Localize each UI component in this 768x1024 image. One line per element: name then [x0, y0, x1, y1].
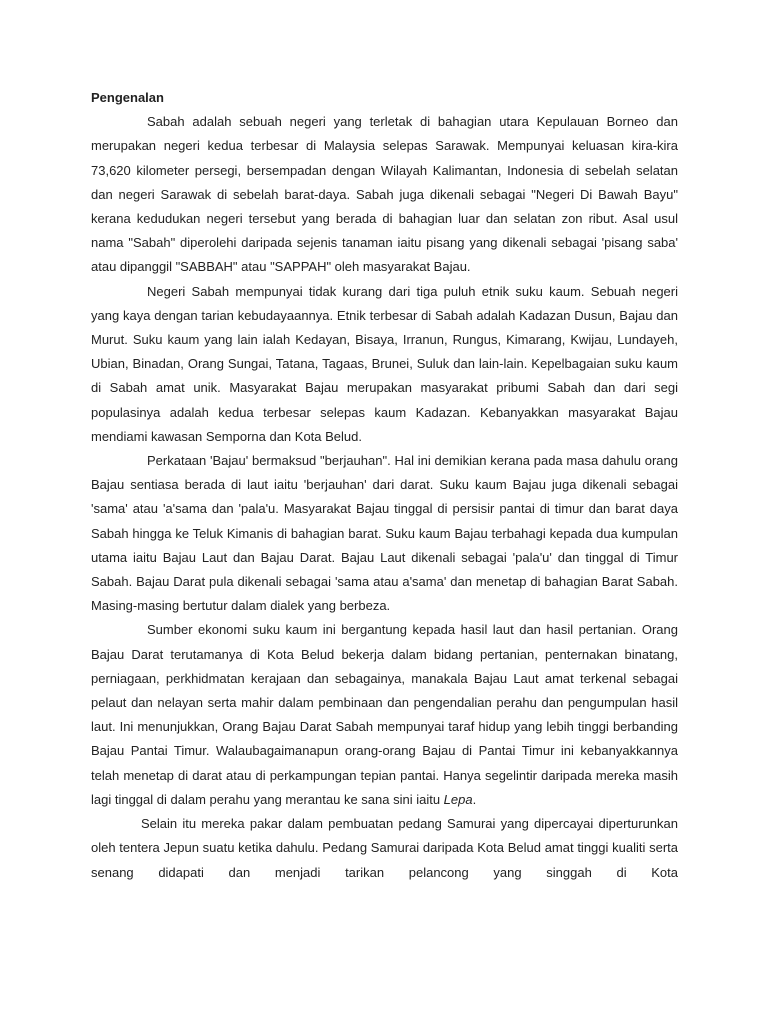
paragraph-bajau-meaning: Perkataan 'Bajau' bermaksud "berjauhan". Hal ini demikian kerana pada masa dahulu orang Bajau sentiasa berada di laut iaitu 'berjauhan' dari darat. Suku kaum Bajau juga dikenali sebagai 'sama' atau 'a'sama dan 'pala'u. Masyarakat Bajau tinggal di persisir pantai di timur dan barat daya Sabah hingga ke Teluk Kimanis di bahagian barat. Suku kaum Bajau terbahagi kepada dua kumpulan utama iaitu Bajau Laut dan Bajau Darat. Bajau Laut dikenali sebagai 'pala'u' dan tinggal di Timur Sabah. Bajau Darat pula dikenali sebagai 'sama atau a'sama' dan menetap di bahagian Barat Sabah. Masing-masing bertutur dalam dialek yang berbeza.: [91, 453, 678, 614]
paragraph-economy: [91, 618, 678, 812]
paragraph-sabah-intro: Sabah adalah sebuah negeri yang terletak di bahagian utara Kepulauan Borneo dan merupakan negeri kedua terbesar di Malaysia selepas Sarawak. Mempunyai keluasan kira-kira 73,620 kilometer persegi, bersempadan dengan Wilayah Kalimantan, Indonesia di sebelah selatan dan negeri Sarawak di sebelah barat-daya. Sabah juga dikenali sebagai "Negeri Di Bawah Bayu" kerana kedudukan negeri tersebut yang berada di bahagian luar dan selatan zon ribut. Asal usul nama "Sabah" diperolehi daripada sejenis tanaman iaitu pisang yang dikenali sebagai 'pisang saba' atau dipanggil "SABBAH" atau "SAPPAH" oleh masyarakat Bajau.: [91, 114, 678, 275]
paragraph-economy-italic: Lepa: [443, 791, 473, 807]
paragraph-samurai: Selain itu mereka pakar dalam pembuatan pedang Samurai yang dipercayai diperturunkan oleh tentera Jepun suatu ketika dahulu. Pedang Samurai daripada Kota Belud amat tinggi kualiti serta senang didapati dan menjadi tarikan pelancong yang singgah di Kota: [91, 816, 678, 880]
document-body: [91, 86, 678, 885]
paragraph-economy-text: Sumber ekonomi suku kaum ini bergantung kepada hasil laut dan hasil pertanian. Orang Bajau Darat terutamanya di Kota Belud bekerja dalam bidang pertanian, penternakan binatang, perniagaan, perkhidmatan kerajaan dan sebagainya, manakala Bajau Laut amat terkenal sebagai pelaut dan nelayan serta mahir dalam pembinaan dan pengendalian perahu dan pengumpulan hasil laut. Ini menunjukkan, Orang Bajau Darat Sabah mempunyai taraf hidup yang lebih tinggi berbanding Bajau Pantai Timur. Walaubagaimanapun orang-orang Bajau di Pantai Timur ini kebanyakkannya telah menetap di darat atau di perkampungan tepian pantai. Hanya segelintir daripada mereka masih lagi tinggal di dalam perahu yang merantau ke sana sini iaitu: [91, 622, 678, 807]
section-heading: Pengenalan: [91, 90, 164, 105]
paragraph-economy-end: .: [472, 791, 477, 807]
paragraph-ethnic-groups: Negeri Sabah mempunyai tidak kurang dari tiga puluh etnik suku kaum. Sebuah negeri yang kaya dengan tarian kebudayaannya. Etnik terbesar di Sabah adalah Kadazan Dusun, Bajau dan Murut. Suku kaum yang lain ialah Kedayan, Bisaya, Irranun, Rungus, Kimarang, Kwijau, Lundayeh, Ubian, Binadan, Orang Sungai, Tatana, Tagaas, Brunei, Suluk dan lain-lain. Kepelbagaian suku kaum di Sabah amat unik. Masyarakat Bajau merupakan masyarakat pribumi Sabah dan dari segi populasinya adalah kedua terbesar selepas kaum Kadazan. Kebanyakkan masyarakat Bajau mendiami kawasan Semporna dan Kota Belud.: [91, 283, 678, 444]
